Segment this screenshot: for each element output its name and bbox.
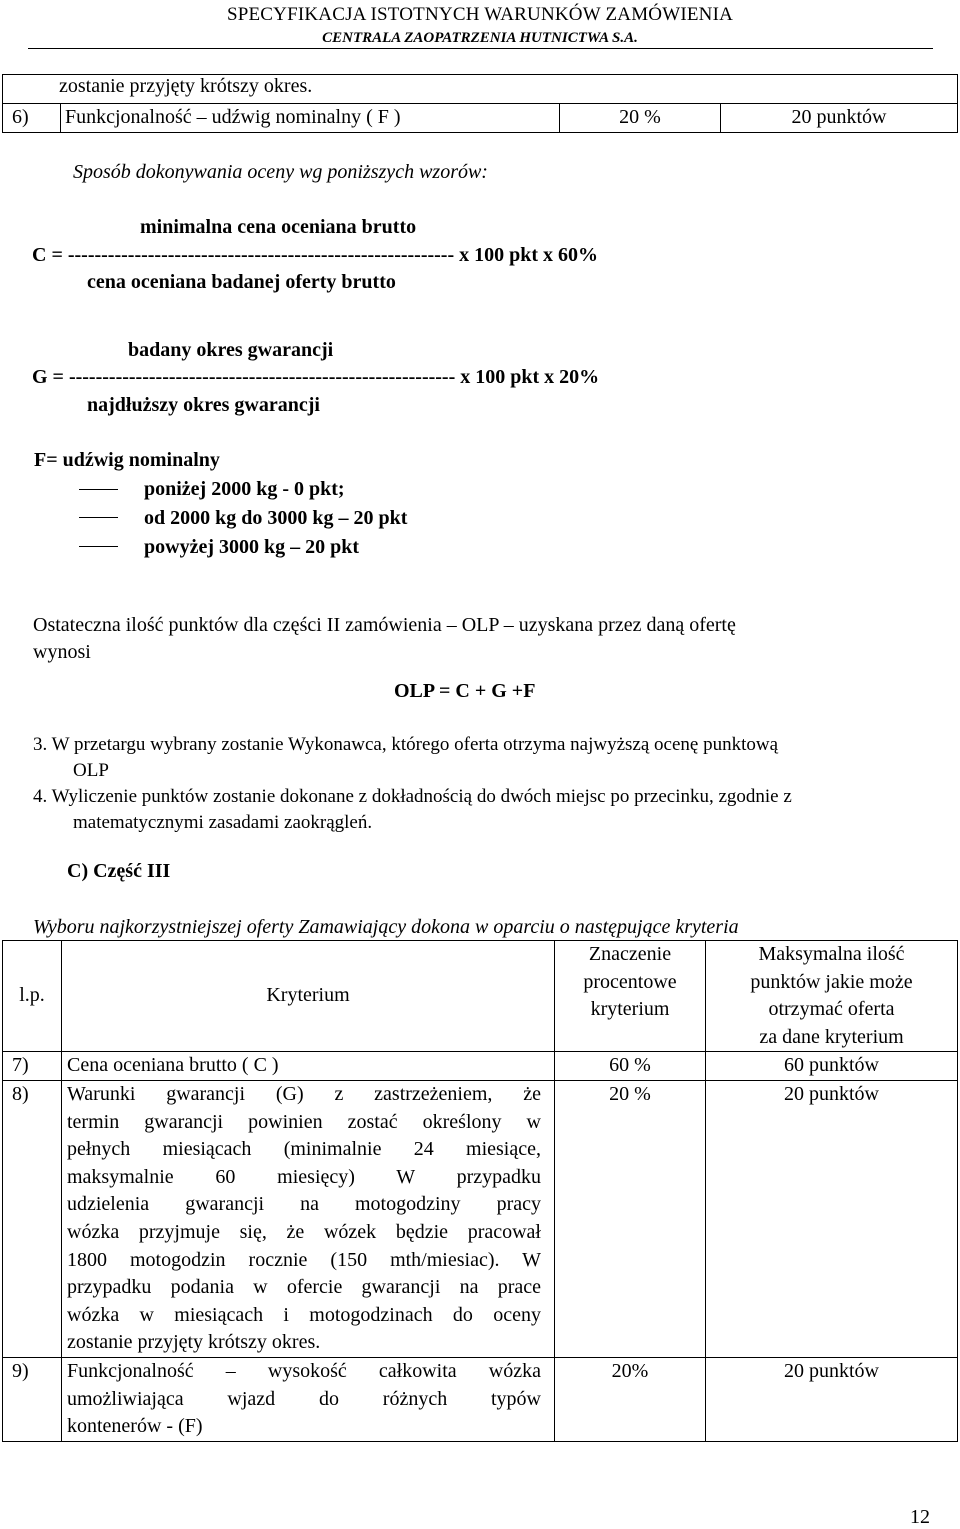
row-number: 7) [3, 1052, 62, 1081]
formula-g-numerator: badany okres gwarancji [128, 339, 334, 361]
formula-g-line: G = ---------------------------------------------------------- x 100 pkt x 20% [32, 366, 600, 388]
formula-f-item: poniżej 2000 kg - 0 pkt; [144, 478, 345, 500]
row-percent: 20% [555, 1357, 706, 1441]
header-subtitle: CENTRALA ZAOPATRZENIA HUTNICTWA S.A. [322, 30, 638, 46]
formula-f-title: F= udźwig nominalny [34, 449, 220, 471]
final-text: Ostateczna ilość punktów dla części II zamówienia – OLP – uzyskana przez daną ofertę [33, 614, 736, 636]
row-percent: 20 % [560, 103, 721, 132]
header-divider [28, 48, 933, 49]
row-criterion: Funkcjonalność – udźwig nominalny ( F ) [61, 103, 560, 132]
final-text-cont: wynosi [33, 641, 91, 663]
row-number: 9) [3, 1357, 62, 1441]
row-criterion: Cena oceniana brutto ( C ) [62, 1052, 555, 1081]
header-title: SPECYFIKACJA ISTOTNYCH WARUNKÓW ZAMÓWIENIA [226, 4, 734, 25]
dash-bullet [79, 546, 118, 547]
page-number: 12 [910, 1506, 930, 1528]
point-3: 3. W przetargu wybrany zostanie Wykonawca, którego oferta otrzyma najwyższą ocenę punktową [33, 734, 779, 755]
section-heading: C) Część III [67, 860, 171, 882]
table-row [3, 103, 958, 132]
row-number: 8) [3, 1080, 62, 1357]
formula-f-item: powyżej 3000 kg – 20 pkt [144, 536, 360, 558]
olp-formula: OLP = C + G +F [394, 680, 536, 702]
header-lp: l.p. [3, 941, 62, 1052]
row-number: 6) [3, 103, 61, 132]
row-points: 60 punktów [706, 1052, 958, 1081]
formula-c-denominator: cena oceniana badanej oferty brutto [87, 271, 396, 293]
criteria-intro: Wyboru najkorzystniejszej oferty Zamawiający dokona w oparciu o następujące kryteria [33, 916, 739, 938]
row-criterion: Funkcjonalność – wysokość całkowita wózka umożliwiająca wjazd do różnych typów kontenerów - (F) [62, 1357, 555, 1441]
point-4-cont: matematycznymi zasadami zaokrągleń. [73, 812, 373, 833]
criteria-table-part2 [2, 74, 958, 133]
formula-f-item: od 2000 kg do 3000 kg – 20 pkt [144, 507, 408, 529]
table-row: zostanie przyjęty krótszy okres. [3, 75, 958, 104]
header-points: Maksymalna ilość punktów jakie może otrzymać oferta za dane kryterium [706, 941, 958, 1052]
point-4: 4. Wyliczenie punktów zostanie dokonane z dokładnością do dwóch miejsc po przecinku, zgodnie z [33, 786, 792, 807]
point-3-cont: OLP [73, 760, 109, 781]
header-percent: Znaczenie procentowe kryterium [555, 941, 706, 1052]
formula-c-numerator: minimalna cena oceniana brutto [140, 216, 417, 238]
dash-bullet [79, 489, 118, 490]
table-header-row [3, 941, 958, 1052]
formula-g-denominator: najdłuższy okres gwarancji [87, 394, 320, 416]
row-percent: 60 % [555, 1052, 706, 1081]
table-row [3, 1052, 958, 1081]
header-criterion: Kryterium [62, 941, 555, 1052]
table-row [3, 1080, 958, 1357]
row-points: 20 punktów [721, 103, 958, 132]
row-criterion: Warunki gwarancji (G) z zastrzeżeniem, że termin gwarancji powinien zostać określony w pełnych miesiącach (minimalnie 24 miesiące, maksymalnie 60 miesięcy) W przypadku udzielenia gwarancji na motogodziny pracy wózka przyjmuje się, że wózek będzie pracował 1800 motogodzin rocznie (150 mth/miesiac). W przypadku podania w ofercie gwarancji na prace wózka w miesiącach i motogodzinach do oceny zostanie przyjęty krótszy okres. [62, 1080, 555, 1357]
row-points: 20 punktów [706, 1080, 958, 1357]
dash-bullet [79, 517, 118, 518]
table-row [3, 1357, 958, 1441]
formula-c-line: C = ---------------------------------------------------------- x 100 pkt x 60% [32, 244, 599, 266]
method-text: Sposób dokonywania oceny wg poniższych wzorów: [73, 161, 488, 183]
row-percent: 20 % [555, 1080, 706, 1357]
row-points: 20 punktów [706, 1357, 958, 1441]
criteria-table [2, 940, 958, 1442]
